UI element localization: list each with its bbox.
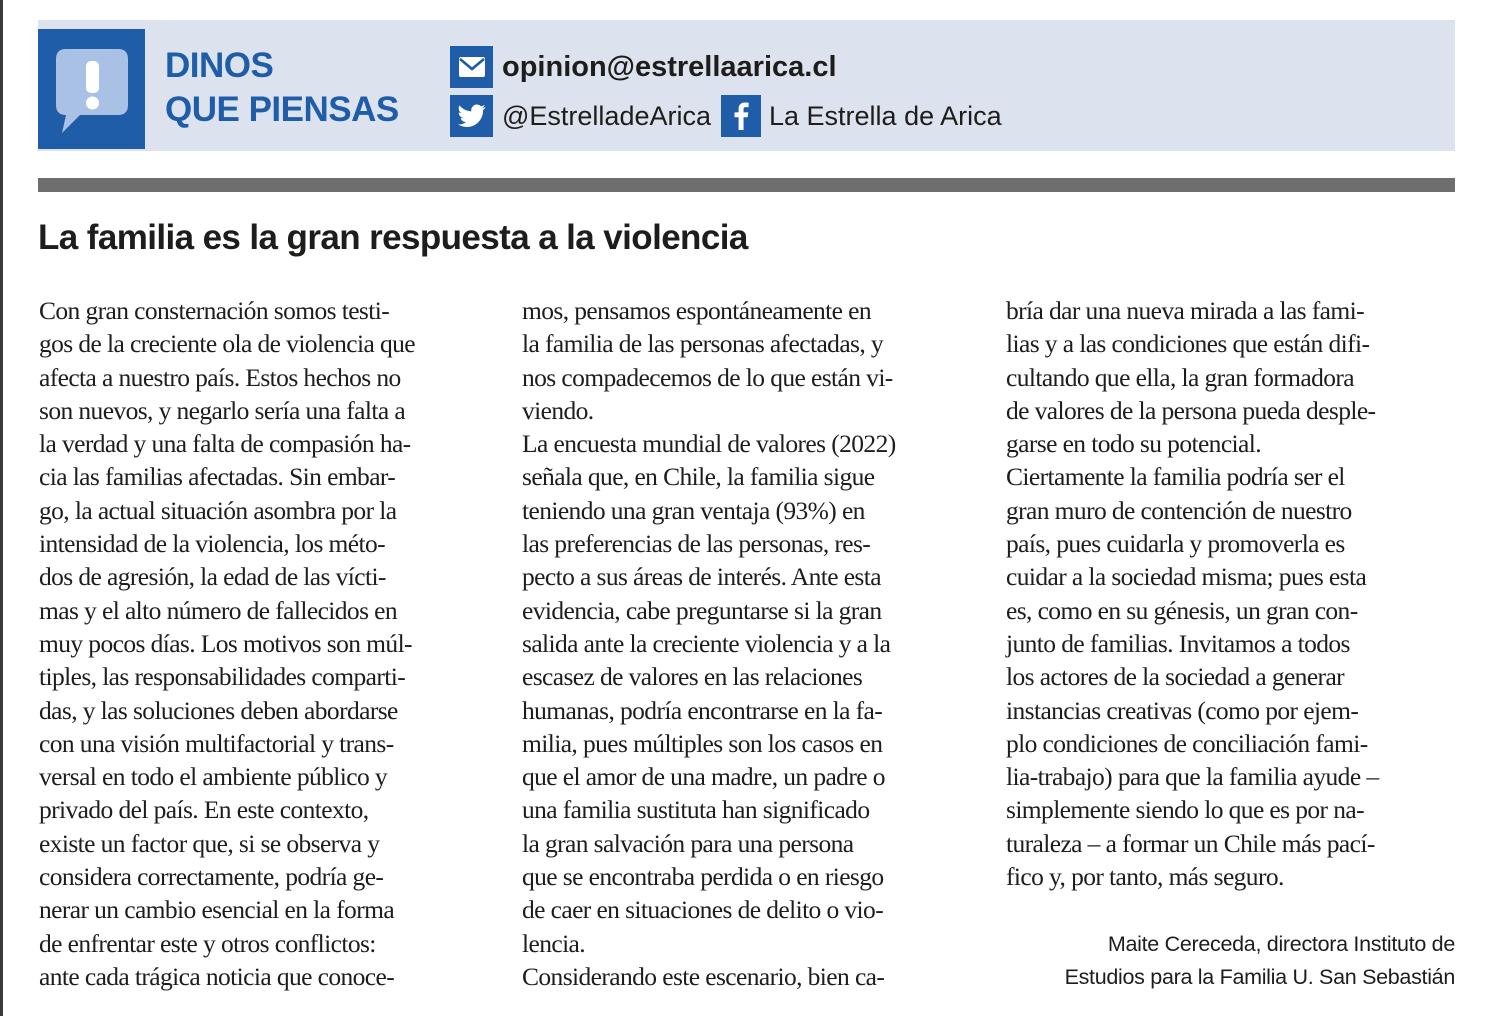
twitter-icon xyxy=(450,95,493,137)
body-text-line: dos de agresión, la edad de las vícti- xyxy=(39,562,386,592)
body-text-line: las preferencias de las personas, res- xyxy=(522,529,871,559)
body-text-line: La encuesta mundial de valores (2022) xyxy=(522,429,896,459)
body-text-line: es, como en su génesis, un gran con- xyxy=(1006,595,1358,625)
facebook-page[interactable]: La Estrella de Arica xyxy=(769,100,1002,131)
body-text-line: mos, pensamos espontáneamente en xyxy=(522,296,872,325)
body-text-line: muy pocos días. Los motivos son múl- xyxy=(39,628,412,658)
body-text-line: fico y, por tanto, más seguro. xyxy=(1006,862,1284,892)
body-text-line: mas y el alto número de fallecidos en xyxy=(39,595,398,625)
signature-line2: Estudios para la Familia U. San Sebastián xyxy=(1064,965,1455,989)
body-text-line: ante cada trágica noticia que conoce- xyxy=(39,961,395,991)
body-text-line: considera correctamente, podría ge- xyxy=(39,862,384,892)
body-text-line: teniendo una gran ventaja (93%) en xyxy=(522,495,865,525)
email-address[interactable]: opinion@estrellaarica.cl xyxy=(502,50,837,83)
body-text-line: existe un factor que, si se observa y xyxy=(39,828,380,858)
article-headline: La familia es la gran respuesta a la violencia xyxy=(38,218,748,257)
body-text-line: país, pues cuidarla y promoverla es xyxy=(1006,529,1345,559)
body-text-line: salida ante la creciente violencia y a la xyxy=(522,628,891,658)
page-edge xyxy=(0,0,3,1016)
article-signature xyxy=(1065,928,1455,994)
body-text-line: nos compadecemos de lo que están vi- xyxy=(522,362,893,392)
body-text-line: plo condiciones de conciliación fami- xyxy=(1006,728,1368,758)
speech-bubble-exclamation-icon xyxy=(48,43,136,139)
body-text-line: cultando que ella, la gran formadora xyxy=(1006,362,1354,392)
body-text-line: instancias creativas (como por ejem- xyxy=(1006,695,1359,725)
article-column-2 xyxy=(522,294,977,993)
social-row xyxy=(450,95,1002,137)
section-rule xyxy=(38,178,1455,192)
body-text-line: Ciertamente la familia podría ser el xyxy=(1006,462,1345,492)
mail-icon xyxy=(450,46,493,88)
body-text-line: lencia. xyxy=(522,928,586,958)
body-text-line: pecto a sus áreas de interés. Ante esta xyxy=(522,562,881,592)
body-text-line: la familia de las personas afectadas, y xyxy=(522,329,884,359)
body-text-line: versal en todo el ambiente público y xyxy=(39,762,388,792)
body-text-line: milia, pues múltiples son los casos en xyxy=(522,728,883,758)
body-text-line: de enfrentar este y otros conflictos: xyxy=(39,928,376,958)
body-text-line: tiples, las responsabilidades comparti- xyxy=(39,662,406,692)
article-column-3 xyxy=(1006,294,1461,893)
body-text-line: de caer en situaciones de delito o vio- xyxy=(522,895,884,925)
body-text-line: cuidar a la sociedad misma; pues esta xyxy=(1006,562,1367,592)
body-text-line: turaleza – a formar un Chile más pací- xyxy=(1006,828,1375,858)
body-text-line: que el amor de una madre, un padre o xyxy=(522,762,885,792)
body-text-line: garse en todo su potencial. xyxy=(1006,429,1262,459)
section-title xyxy=(165,44,399,132)
section-title-line2: QUE PIENSAS xyxy=(165,90,399,129)
body-text-line: la gran salvación para una persona xyxy=(522,828,854,858)
body-text-line: que se encontraba perdida o en riesgo xyxy=(522,862,884,892)
article-column-1 xyxy=(39,294,494,993)
body-text-line: Con gran consternación somos testi- xyxy=(39,296,390,325)
body-text-line: lias y a las condiciones que están difi- xyxy=(1006,329,1370,359)
body-text-line: Considerando este escenario, bien ca- xyxy=(522,961,885,991)
body-text-line: humanas, podría encontrarse en la fa- xyxy=(522,695,883,725)
facebook-icon xyxy=(721,95,761,137)
email-row xyxy=(450,46,837,88)
body-text-line: los actores de la sociedad a generar xyxy=(1006,662,1345,692)
body-text-line: junto de familias. Invitamos a todos xyxy=(1006,628,1350,658)
body-text-line: simplemente siendo lo que es por na- xyxy=(1006,795,1364,825)
body-text-line: señala que, en Chile, la familia sigue xyxy=(522,462,875,492)
body-text-line: go, la actual situación asombra por la xyxy=(39,495,397,525)
body-text-line: intensidad de la violencia, los méto- xyxy=(39,529,386,559)
body-text-line: gran muro de contención de nuestro xyxy=(1006,495,1352,525)
body-text-line: son nuevos, y negarlo sería una falta a xyxy=(39,395,406,425)
body-text-line: gos de la creciente ola de violencia que xyxy=(39,329,416,359)
body-text-line: das, y las soluciones deben abordarse xyxy=(39,695,398,725)
body-text-line: nerar un cambio esencial en la forma xyxy=(39,895,395,925)
twitter-handle[interactable]: @EstrelladeArica xyxy=(502,100,711,131)
section-title-line1: DINOS xyxy=(165,46,274,85)
body-text-line: de valores de la persona pueda desple- xyxy=(1006,395,1376,425)
body-text-line: viendo. xyxy=(522,395,594,425)
body-text-line: la verdad y una falta de compasión ha- xyxy=(39,429,411,459)
body-text-line: cia las familias afectadas. Sin embar- xyxy=(39,462,396,492)
body-text-line: bría dar una nueva mirada a las fami- xyxy=(1006,296,1364,325)
signature-line1: Maite Cereceda, directora Instituto de xyxy=(1107,932,1455,956)
section-header xyxy=(38,20,1455,151)
body-text-line: escasez de valores en las relaciones xyxy=(522,662,863,692)
body-text-line: privado del país. En este contexto, xyxy=(39,795,369,825)
body-text-line: lia-trabajo) para que la familia ayude – xyxy=(1006,762,1379,792)
body-text-line: evidencia, cabe preguntarse si la gran xyxy=(522,595,882,625)
section-logo xyxy=(38,29,145,149)
body-text-line: afecta a nuestro país. Estos hechos no xyxy=(39,362,401,392)
body-text-line: una familia sustituta han significado xyxy=(522,795,870,825)
body-text-line: con una visión multifactorial y trans- xyxy=(39,728,394,758)
